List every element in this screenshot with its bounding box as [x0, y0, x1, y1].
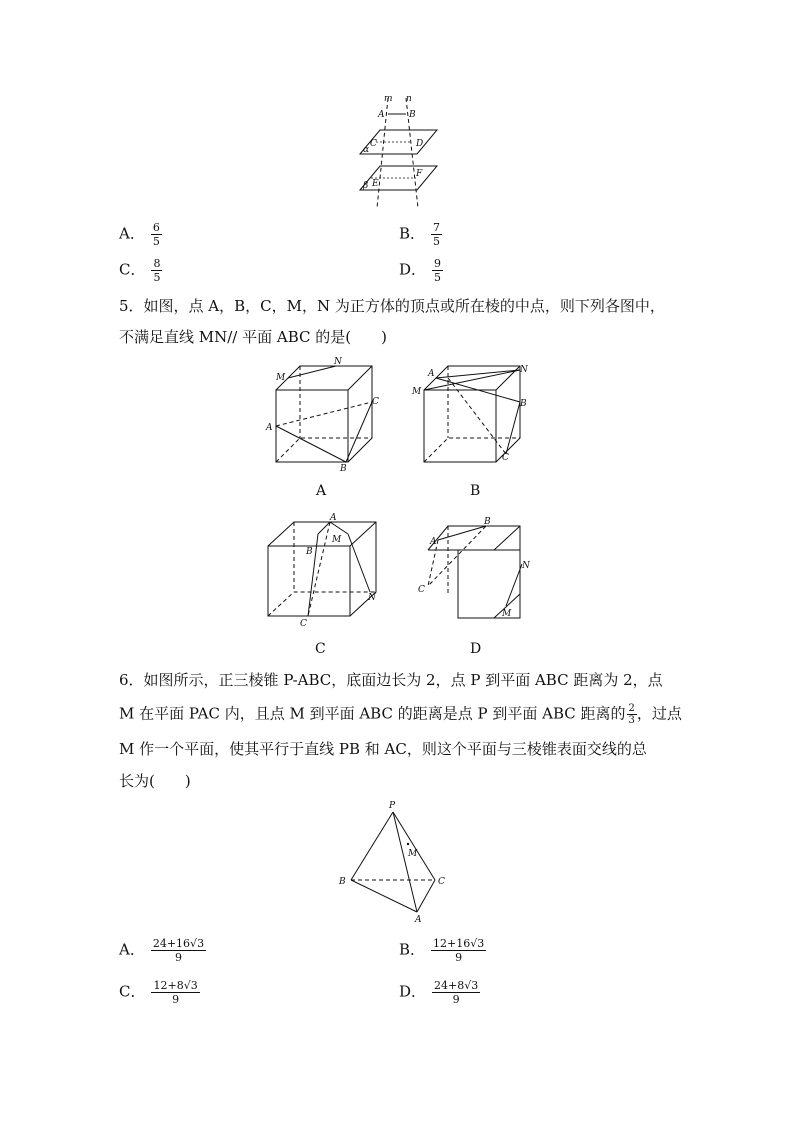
q6-line-4: 长为( ) [119, 772, 191, 790]
svg-text:A: A [415, 915, 422, 925]
svg-text:B: B [340, 464, 347, 474]
q4-option-d: D． $\frac{9}{5}$ [399, 257, 442, 284]
q4-option-a: A． $\frac{6}{5}$ [119, 221, 160, 248]
svg-text:M: M [276, 373, 286, 383]
label-A: A [378, 110, 385, 120]
svg-text:A: A [330, 513, 337, 523]
label-F: F [416, 169, 423, 179]
svg-text:N: N [368, 593, 376, 603]
label-D: D [416, 139, 424, 149]
svg-text:N: N [334, 357, 342, 367]
caption-c: C [315, 641, 326, 657]
label-n: n [406, 94, 412, 104]
svg-text:M: M [408, 849, 418, 859]
cube-figure-c [260, 510, 385, 630]
caption-d: D [470, 641, 482, 657]
svg-text:M: M [332, 535, 342, 545]
figure-parallel-planes [350, 90, 450, 210]
cube-figure-b [410, 354, 535, 474]
q6-line-1: 6．如图所示，正三棱锥 P-ABC，底面边长为 2，点 P 到平面 ABC 距离为 2，点 [119, 671, 663, 689]
label-beta: β [363, 181, 369, 191]
svg-text:M: M [412, 387, 422, 397]
q6-line-2: M 在平面 PAC 内，且点 M 到平面 ABC 的距离是点 P 到平面 ABC 距离的 $\frac{2}{3}$ ，过点 [119, 703, 682, 726]
label-E: E [372, 179, 379, 189]
q6-line-3: M 作一个平面，使其平行于直线 PB 和 AC，则这个平面与三棱锥表面交线的总 [119, 740, 647, 758]
svg-text:C: C [418, 585, 425, 595]
q4-option-b: B． $\frac{7}{5}$ [399, 221, 441, 248]
svg-text:C: C [300, 619, 307, 629]
q6-option-a: A． $\frac{24+16√3}{9}$ [119, 937, 205, 964]
svg-text:C: C [372, 397, 379, 407]
q5-line-1: 5．如图，点 A，B，C，M，N 为正方体的顶点或所在棱的中点，则下列各图中， [119, 297, 665, 315]
cube-figure-a [262, 354, 382, 474]
svg-text:B: B [484, 517, 491, 527]
svg-text:A: A [428, 369, 435, 379]
pyramid-figure [335, 798, 460, 928]
label-B: B [409, 110, 416, 120]
svg-text:N: N [522, 561, 530, 571]
svg-text:M: M [502, 609, 512, 619]
svg-text:A: A [266, 423, 273, 433]
svg-text:P: P [389, 801, 396, 811]
label-alpha: α [363, 145, 370, 155]
svg-text:B: B [520, 399, 527, 409]
svg-text:C: C [438, 877, 445, 887]
q6-option-b: B． $\frac{12+16√3}{9}$ [399, 937, 485, 964]
svg-text:B: B [306, 547, 313, 557]
cube-figure-d [410, 514, 535, 624]
svg-text:C: C [502, 453, 509, 463]
q4-option-c: C． $\frac{8}{5}$ [119, 257, 161, 284]
svg-text:N: N [520, 365, 528, 375]
caption-b: B [470, 483, 481, 499]
q6-option-c: C． $\frac{12+8√3}{9}$ [119, 979, 198, 1006]
caption-a: A [316, 483, 327, 499]
svg-text:B: B [339, 877, 346, 887]
label-m: m [384, 94, 393, 104]
svg-text:A: A [430, 537, 437, 547]
q5-line-2: 不满足直线 MN// 平面 ABC 的是( ) [119, 328, 387, 346]
q6-option-d: D． $\frac{24+8√3}{9}$ [399, 979, 479, 1006]
label-C: C [370, 139, 377, 149]
